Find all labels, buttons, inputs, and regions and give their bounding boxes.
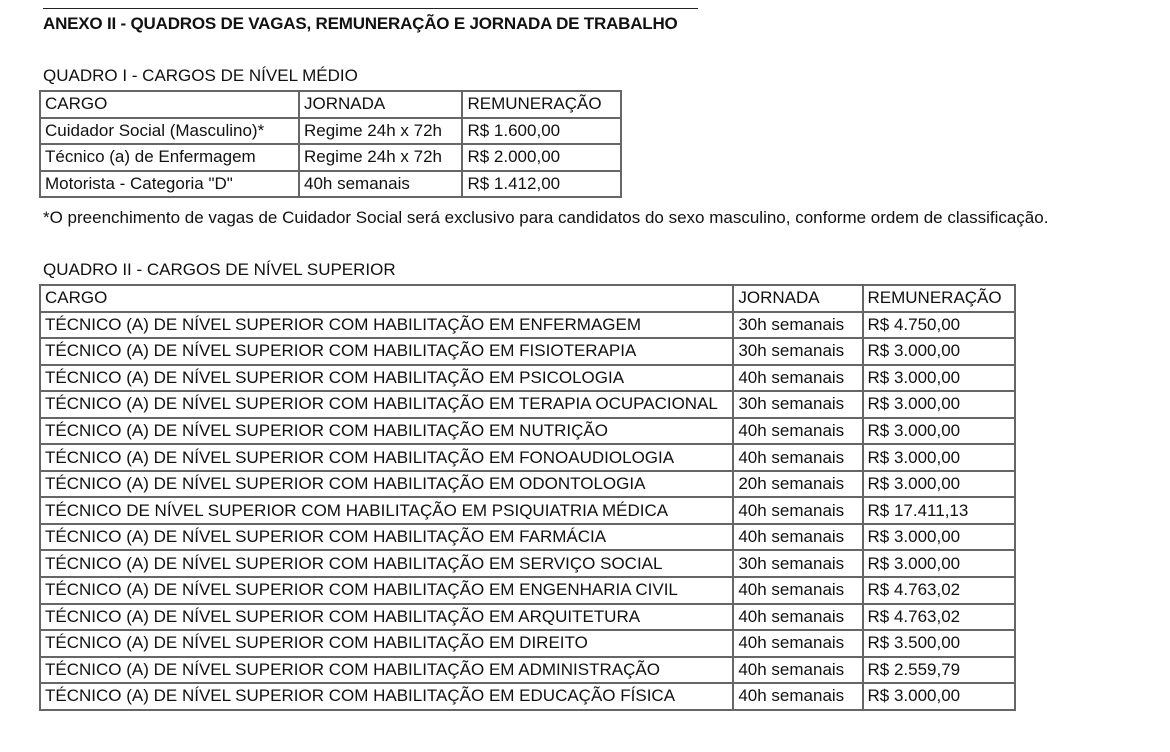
cell-jornada: 40h semanais (299, 171, 462, 198)
cell-remuneracao: R$ 3.000,00 (863, 391, 1016, 418)
table-row (40, 497, 1015, 524)
table-row (40, 683, 1015, 710)
cell-remuneracao: R$ 17.411,13 (863, 497, 1016, 524)
header-jornada: JORNADA (733, 285, 862, 312)
cell-remuneracao: R$ 4.763,02 (863, 577, 1016, 604)
quadro1-footnote: *O preenchimento de vagas de Cuidador Social será exclusivo para candidatos do sexo masculino, conforme ordem de classificação. (43, 208, 1049, 227)
cell-cargo: TÉCNICO (A) DE NÍVEL SUPERIOR COM HABILITAÇÃO EM FARMÁCIA (40, 524, 733, 551)
table-row (40, 471, 1015, 498)
cell-cargo: TÉCNICO (A) DE NÍVEL SUPERIOR COM HABILITAÇÃO EM DIREITO (40, 630, 733, 657)
cell-jornada: 40h semanais (733, 604, 862, 631)
header-remuneracao: REMUNERAÇÃO (462, 91, 621, 118)
cell-jornada: 40h semanais (733, 630, 862, 657)
cell-jornada: 40h semanais (733, 657, 862, 684)
cell-cargo: TÉCNICO (A) DE NÍVEL SUPERIOR COM HABILITAÇÃO EM ADMINISTRAÇÃO (40, 657, 733, 684)
cell-cargo: TÉCNICO (A) DE NÍVEL SUPERIOR COM HABILITAÇÃO EM PSICOLOGIA (40, 365, 733, 392)
cell-remuneracao: R$ 2.559,79 (863, 657, 1016, 684)
cell-cargo: TÉCNICO (A) DE NÍVEL SUPERIOR COM HABILITAÇÃO EM NUTRIÇÃO (40, 418, 733, 445)
cell-remuneracao: R$ 1.412,00 (462, 171, 621, 198)
cell-jornada: 40h semanais (733, 418, 862, 445)
cell-remuneracao: R$ 4.763,02 (863, 604, 1016, 631)
cell-jornada: 40h semanais (733, 444, 862, 471)
table-row (40, 630, 1015, 657)
table-row (40, 444, 1015, 471)
table-row (40, 118, 621, 145)
document-title: ANEXO II - QUADROS DE VAGAS, REMUNERAÇÃO E JORNADA DE TRABALHO (43, 14, 678, 33)
table-row (40, 171, 621, 198)
cell-remuneracao: R$ 3.000,00 (863, 683, 1016, 710)
cell-remuneracao: R$ 3.000,00 (863, 444, 1016, 471)
table-row (40, 604, 1015, 631)
header-cargo: CARGO (40, 285, 733, 312)
cell-jornada: 40h semanais (733, 365, 862, 392)
cell-remuneracao: R$ 4.750,00 (863, 312, 1016, 339)
cell-remuneracao: R$ 1.600,00 (462, 118, 621, 145)
cell-jornada: Regime 24h x 72h (299, 144, 462, 171)
header-jornada: JORNADA (299, 91, 462, 118)
header-remuneracao: REMUNERAÇÃO (863, 285, 1016, 312)
quadro1-table (39, 90, 622, 198)
table-row (40, 391, 1015, 418)
cell-cargo: TÉCNICO (A) DE NÍVEL SUPERIOR COM HABILITAÇÃO EM ODONTOLOGIA (40, 471, 733, 498)
table-row (40, 577, 1015, 604)
cell-jornada: 40h semanais (733, 524, 862, 551)
cell-jornada: 30h semanais (733, 391, 862, 418)
cell-jornada: 30h semanais (733, 338, 862, 365)
cell-cargo: TÉCNICO (A) DE NÍVEL SUPERIOR COM HABILITAÇÃO EM FONOAUDIOLOGIA (40, 444, 733, 471)
cell-cargo: TÉCNICO DE NÍVEL SUPERIOR COM HABILITAÇÃO EM PSIQUIATRIA MÉDICA (40, 497, 733, 524)
cell-jornada: Regime 24h x 72h (299, 118, 462, 145)
cell-remuneracao: R$ 3.000,00 (863, 418, 1016, 445)
table-row (40, 657, 1015, 684)
cell-cargo: TÉCNICO (A) DE NÍVEL SUPERIOR COM HABILITAÇÃO EM ENGENHARIA CIVIL (40, 577, 733, 604)
cell-cargo: Cuidador Social (Masculino)* (40, 118, 299, 145)
table-row (40, 144, 621, 171)
quadro1-title: QUADRO I - CARGOS DE NÍVEL MÉDIO (43, 66, 358, 85)
cell-jornada: 40h semanais (733, 683, 862, 710)
table-row (40, 312, 1015, 339)
cell-cargo: TÉCNICO (A) DE NÍVEL SUPERIOR COM HABILITAÇÃO EM SERVIÇO SOCIAL (40, 550, 733, 577)
cell-remuneracao: R$ 3.000,00 (863, 365, 1016, 392)
cell-jornada: 40h semanais (733, 497, 862, 524)
cell-cargo: TÉCNICO (A) DE NÍVEL SUPERIOR COM HABILITAÇÃO EM TERAPIA OCUPACIONAL (40, 391, 733, 418)
table-header-row (40, 285, 1015, 312)
cell-jornada: 20h semanais (733, 471, 862, 498)
quadro2-table (39, 284, 1016, 711)
cell-jornada: 30h semanais (733, 550, 862, 577)
table-row (40, 524, 1015, 551)
cell-cargo: TÉCNICO (A) DE NÍVEL SUPERIOR COM HABILITAÇÃO EM ENFERMAGEM (40, 312, 733, 339)
table-row (40, 550, 1015, 577)
cell-remuneracao: R$ 3.000,00 (863, 550, 1016, 577)
cell-cargo: Técnico (a) de Enfermagem (40, 144, 299, 171)
cell-cargo: TÉCNICO (A) DE NÍVEL SUPERIOR COM HABILITAÇÃO EM FISIOTERAPIA (40, 338, 733, 365)
cell-remuneracao: R$ 3.000,00 (863, 471, 1016, 498)
table-row (40, 418, 1015, 445)
cell-cargo: TÉCNICO (A) DE NÍVEL SUPERIOR COM HABILITAÇÃO EM EDUCAÇÃO FÍSICA (40, 683, 733, 710)
table-row (40, 338, 1015, 365)
cell-cargo: TÉCNICO (A) DE NÍVEL SUPERIOR COM HABILITAÇÃO EM ARQUITETURA (40, 604, 733, 631)
cell-jornada: 30h semanais (733, 312, 862, 339)
cell-remuneracao: R$ 3.000,00 (863, 524, 1016, 551)
cell-jornada: 40h semanais (733, 577, 862, 604)
top-divider (43, 8, 698, 9)
quadro2-title: QUADRO II - CARGOS DE NÍVEL SUPERIOR (43, 260, 396, 279)
cell-remuneracao: R$ 3.000,00 (863, 338, 1016, 365)
table-row (40, 365, 1015, 392)
cell-remuneracao: R$ 3.500,00 (863, 630, 1016, 657)
header-cargo: CARGO (40, 91, 299, 118)
cell-remuneracao: R$ 2.000,00 (462, 144, 621, 171)
cell-cargo: Motorista - Categoria "D" (40, 171, 299, 198)
table-header-row (40, 91, 621, 118)
